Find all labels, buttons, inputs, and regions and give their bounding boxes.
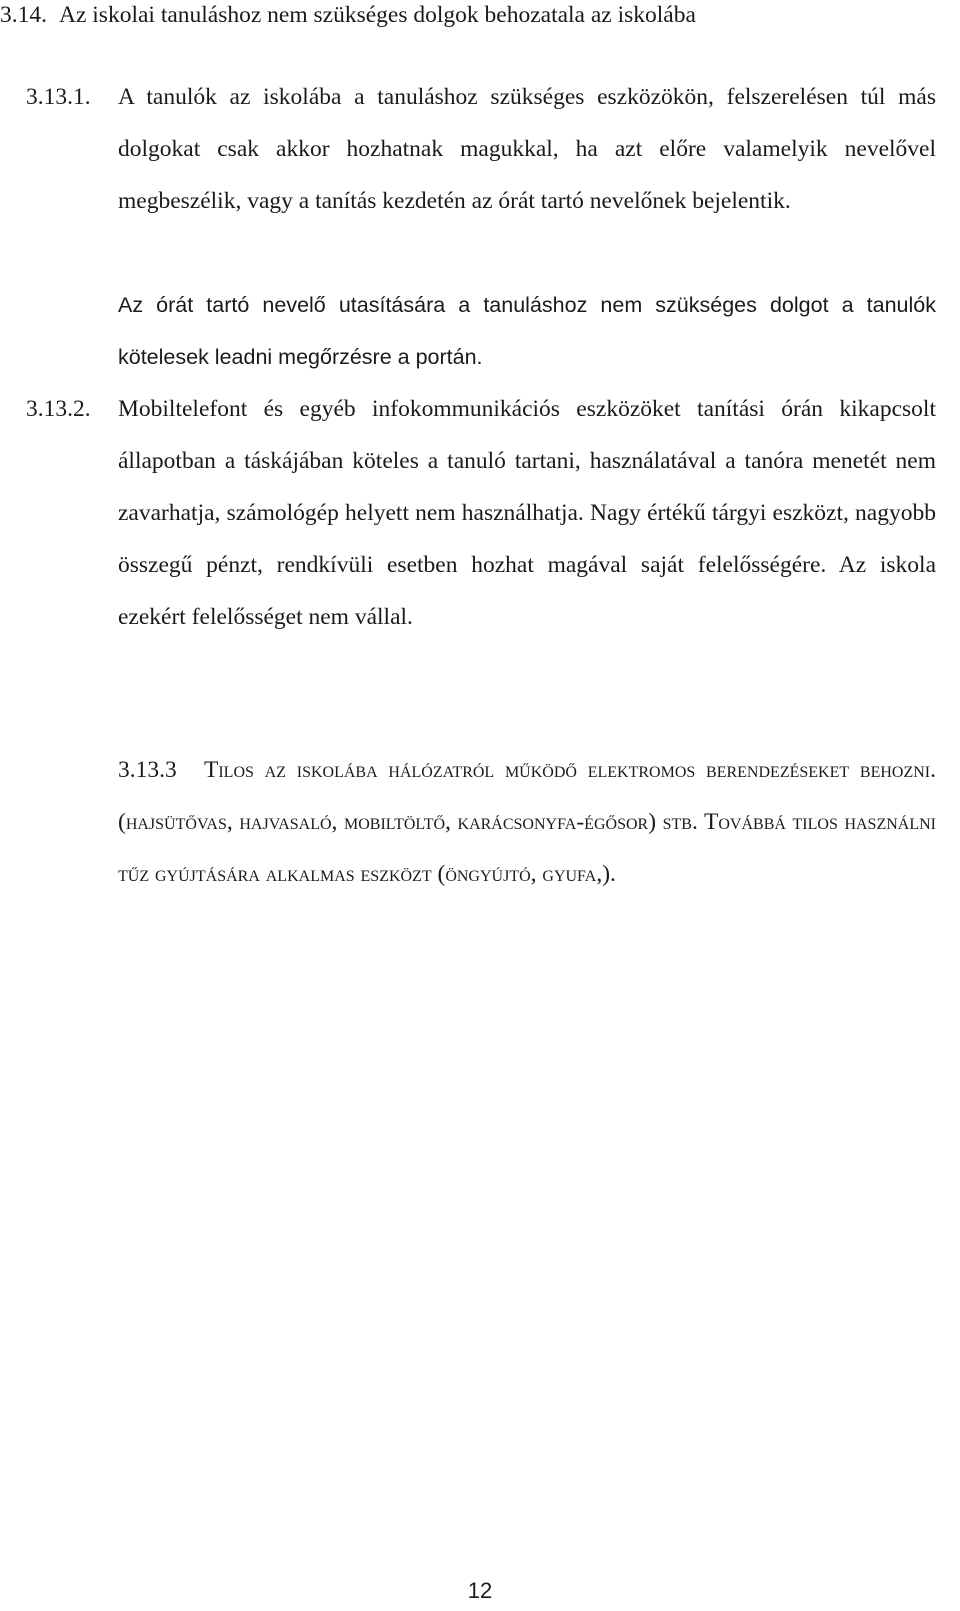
- page-number: 12: [467, 1578, 493, 1603]
- section-1-number: 3.13.1.: [26, 84, 91, 110]
- section-heading-number: 3.14.: [0, 2, 47, 28]
- section-3-text: Tilos az iskolába hálózatról működő elektromos berendezéseket behozni. (hajsütővas, hajvasaló, mobiltöltő, karácsonyfa-égősor) stb. Továbbá tilos használni tűz gyújtására alkalmas eszközt (öngyújtó, gyufa,).: [118, 757, 936, 887]
- section-1-text-2: Az órát tartó nevelő utasítására a tanuláshoz nem szükséges dolgot a tanulók kötelesek leadni megőrzésre a portán.: [118, 293, 936, 369]
- section-1-text: A tanulók az iskolába a tanuláshoz szükséges eszközökön, felszerelésen túl más dolgokat csak akkor hozhatnak magukkal, ha azt előre valamelyik nevelővel megbeszélik, vagy a tanítás kezdetén az órát tartó nevelőnek bejelentik.: [118, 84, 936, 214]
- section-2-number: 3.13.2.: [26, 396, 91, 422]
- section-3-number: 3.13.3: [118, 757, 177, 783]
- section-2-text: Mobiltelefont és egyéb infokommunikációs eszközöket tanítási órán kikapcsolt állapotban a táskájában köteles a tanuló tartani, használatával a tanóra menetét nem zavarhatja, számológép helyett nem használhatja. Nagy értékű tárgyi eszközt, nagyobb összegű pénzt, rendkívüli esetben hozhat magával saját felelősségére. Az iskola ezekért felelősséget nem vállal.: [118, 396, 936, 630]
- section-heading: [0, 0, 696, 30]
- section-heading-title: Az iskolai tanuláshoz nem szükséges dolgok behozatala az iskolába: [59, 2, 696, 28]
